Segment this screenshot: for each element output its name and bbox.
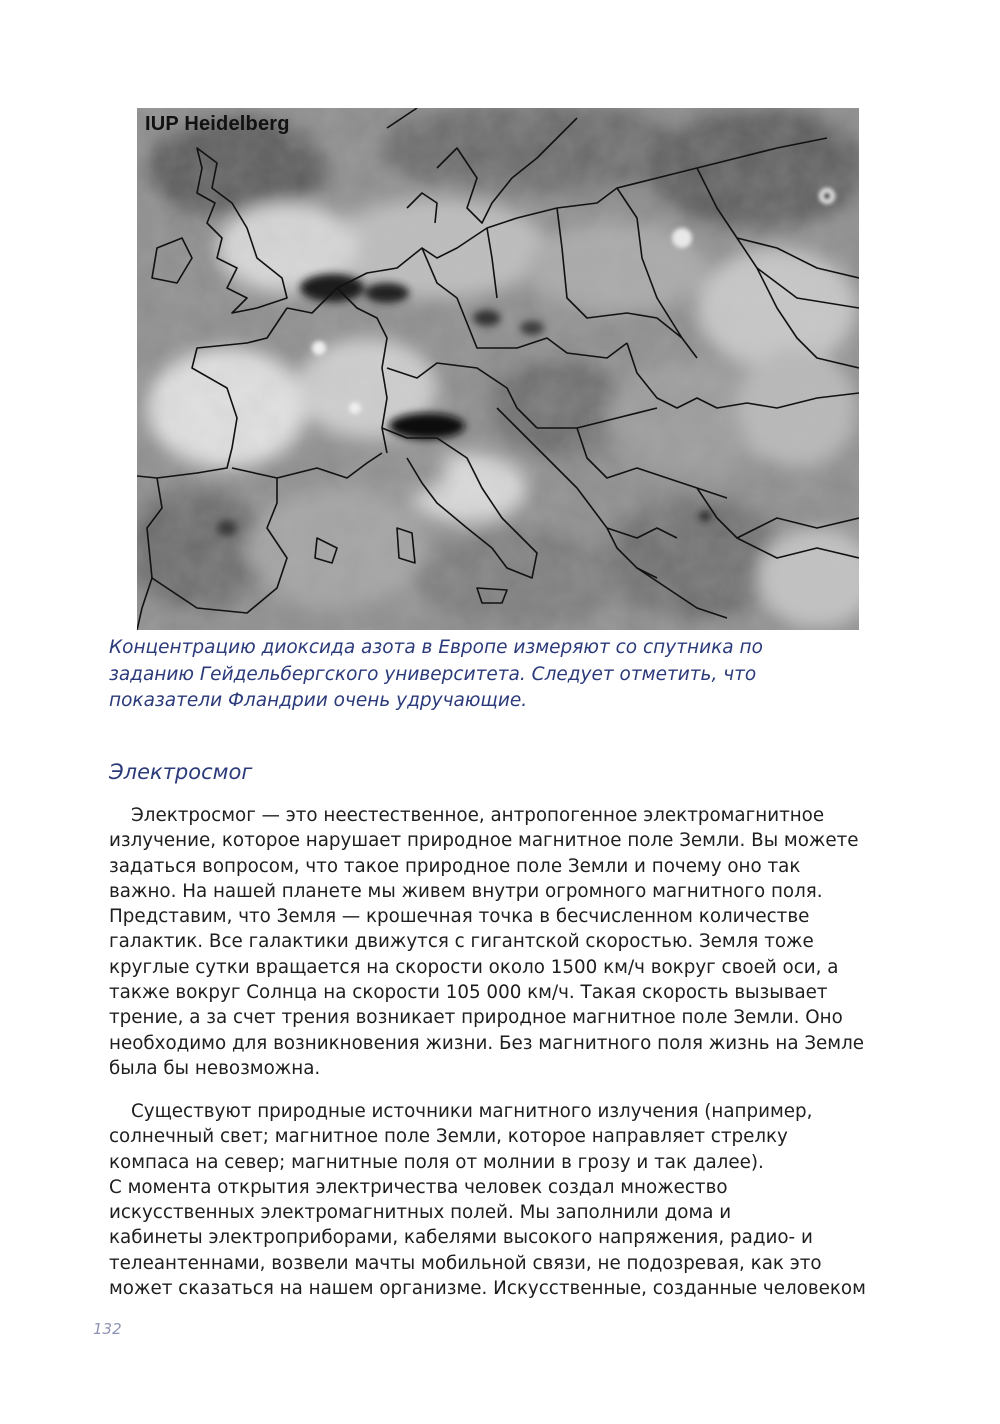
body-paragraph: [109, 1099, 899, 1301]
text-line: кабинеты электроприборами, кабелями высокого напряжения, радио- и: [109, 1227, 813, 1249]
text-line: была бы невозможна.: [109, 1057, 321, 1079]
text-line: солнечный свет; магнитное поле Земли, которое направляет стрелку: [109, 1126, 788, 1148]
text-line: излучение, которое нарушает природное магнитное поле Земли. Вы можете: [109, 830, 859, 852]
text-line: телеантеннами, возвели мачты мобильной связи, не подозревая, как это: [109, 1252, 822, 1274]
text-line: трение, а за счет трения возникает природное магнитное поле Земли. Оно: [109, 1007, 843, 1029]
figure-caption: [109, 635, 869, 715]
text-line: С момента открытия электричества человек создал множество: [109, 1176, 728, 1198]
text-line: Представим, что Земля — крошечная точка в бесчисленном количестве: [109, 906, 810, 928]
caption-line: показатели Фландрии очень удручающие.: [109, 690, 528, 711]
satellite-map-figure: [137, 108, 859, 630]
caption-line: Концентрацию диоксида азота в Европе измеряют со спутника по: [109, 637, 763, 658]
text-line: необходимо для возникновения жизни. Без магнитного поля жизнь на Земле: [109, 1032, 865, 1054]
page-number: 132: [93, 1320, 122, 1338]
figure-source-label: IUP Heidelberg: [145, 113, 290, 135]
text-line: галактик. Все галактики движутся с гигантской скоростью. Земля тоже: [109, 931, 814, 953]
text-line: искусственных электромагнитных полей. Мы заполнили дома и: [109, 1202, 732, 1224]
text-line: Существуют природные источники магнитного излучения (например,: [131, 1101, 813, 1122]
section-heading: Электросмог: [109, 760, 253, 784]
europe-no2-map: [137, 108, 859, 630]
text-line: может сказаться на нашем организме. Искусственные, созданные человеком: [109, 1278, 866, 1300]
text-line: компаса на север; магнитные поля от молнии в грозу и так далее).: [109, 1151, 764, 1173]
text-line: круглые сутки вращается на скорости около 1500 км/ч вокруг своей оси, а: [109, 956, 839, 978]
caption-line: заданию Гейдельбергского университета. Следует отметить, что: [109, 663, 757, 685]
body-paragraph: [109, 803, 899, 1081]
text-line: задаться вопросом, что такое природное поле Земли и почему оно так: [109, 855, 801, 877]
text-line: важно. На нашей планете мы живем внутри огромного магнитного поля.: [109, 880, 823, 902]
text-line: Электросмог — это неестественное, антропогенное электромагнитное: [131, 805, 825, 826]
text-line: также вокруг Солнца на скорости 105 000 км/ч. Такая скорость вызывает: [109, 982, 828, 1004]
